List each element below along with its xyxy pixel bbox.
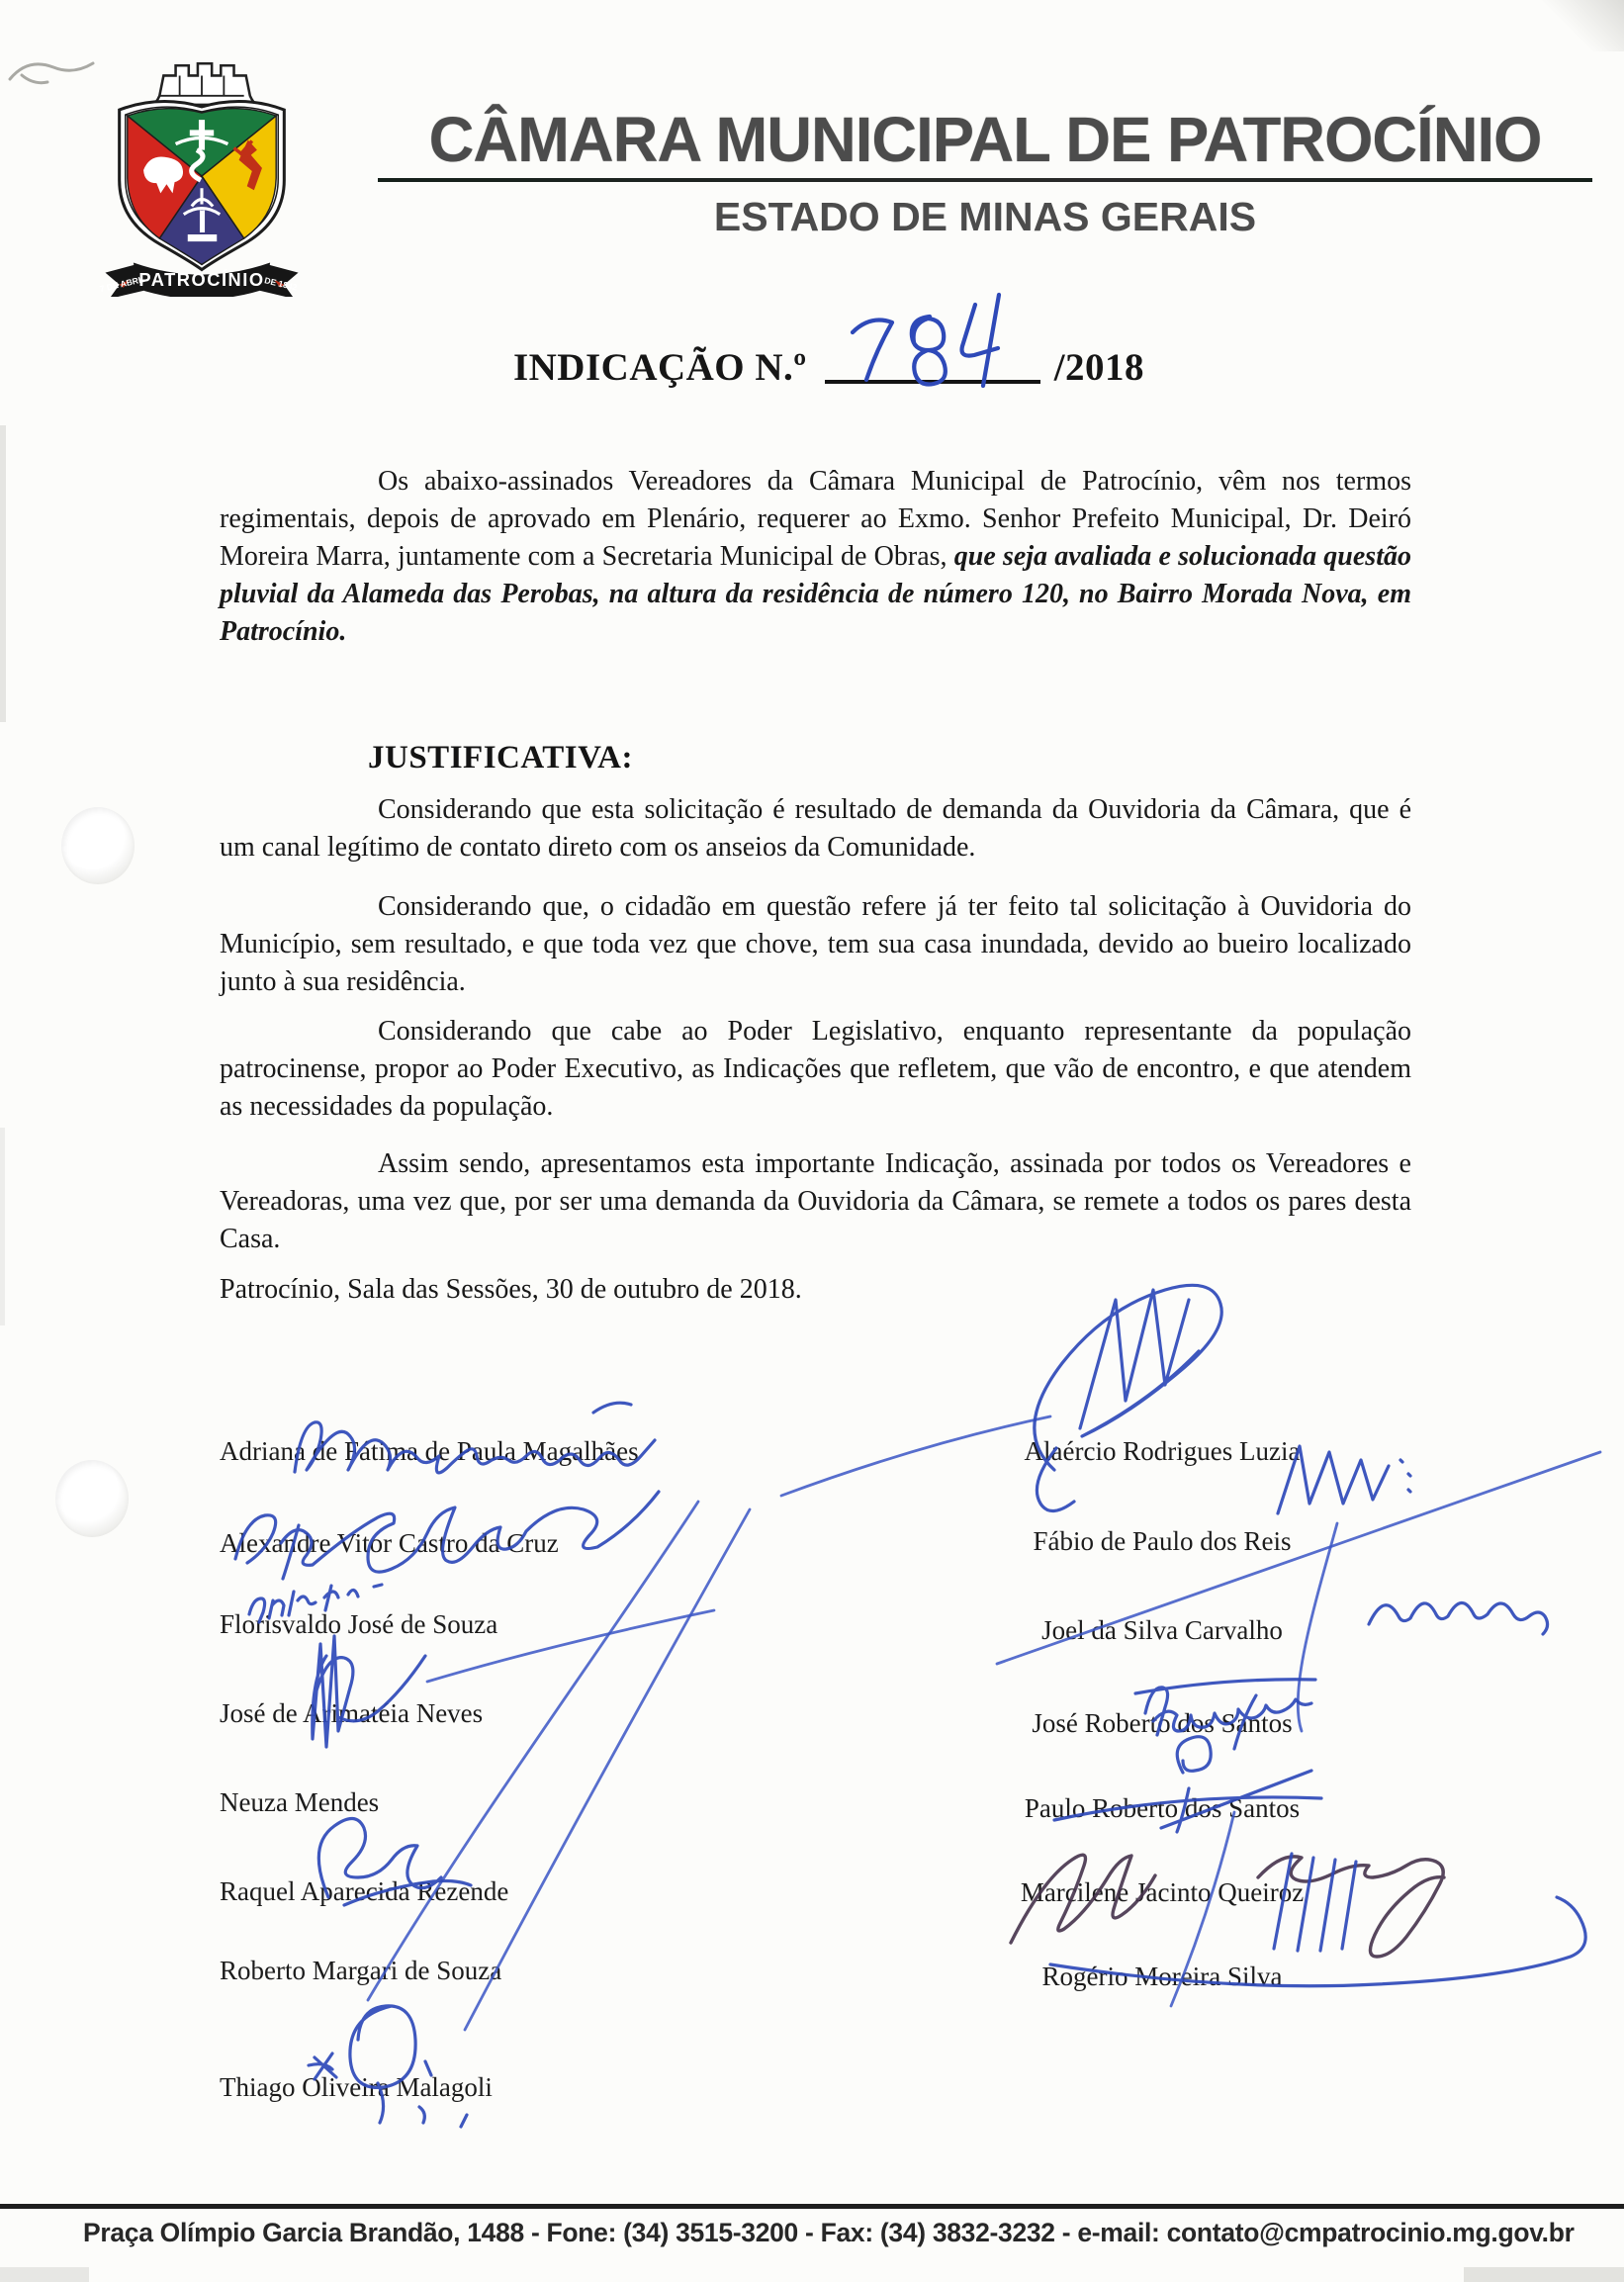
scan-edge-smudge: [1539, 0, 1624, 51]
scan-edge-smudge: [0, 1128, 5, 1325]
justification-paragraph: Considerando que esta solicitação é resultado de demanda da Ouvidoria da Câmara, que é um canal legítimo de contato direto com os anseios da Comunidade.: [220, 794, 1411, 863]
signer-name: Alaércio Rodrigues Luzia: [1024, 1436, 1301, 1466]
signer-name: José de Arimatéia Neves: [220, 1698, 484, 1728]
signature-joel: [1369, 1602, 1548, 1634]
doc-title-line: [0, 334, 1624, 390]
justification-heading: JUSTIFICATIVA:: [368, 740, 634, 776]
banner-right-text: DE 1842: [263, 275, 299, 293]
org-name: CÂMARA MUNICIPAL DE PATROCÍNIO: [428, 104, 1542, 175]
signer-name: Adriana de Fátima de Paula Magalhães: [220, 1436, 639, 1466]
signer-name: Roberto Margari de Souza: [220, 1956, 502, 1985]
punch-hole: [61, 807, 135, 884]
signer-name: Paulo Roberto dos Santos: [1024, 1793, 1301, 1823]
letterhead-rule: [378, 178, 1592, 182]
justification-paragraph: Considerando que cabe ao Poder Legislativo, enquanto representante da população patrocinense, propor ao Poder Executivo, as Indicações que refletem, que vão de encontro, e que atendem as necessidades da população.: [220, 1016, 1411, 1122]
state-name: ESTADO DE MINAS GERAIS: [713, 194, 1257, 239]
signer-name: Thiago Oliveira Malagoli: [220, 2072, 493, 2102]
signer-name: José Roberto dos Santos: [1032, 1708, 1293, 1738]
signer-name: Alexandre Vitor Castro da Cruz: [220, 1528, 559, 1558]
signer-name: Joel da Silva Carvalho: [1041, 1615, 1283, 1645]
punch-hole: [55, 1460, 129, 1537]
letterhead: [378, 104, 1592, 240]
signer-name: Marcilene Jacinto Queiroz: [1020, 1877, 1305, 1907]
doc-year: /2018: [1053, 346, 1145, 389]
signature-alexandre-stroke: [368, 1502, 698, 2000]
signature-thiago: [419, 2107, 467, 2127]
justification-paragraph: Considerando que, o cidadão em questão refere já ter feito tal solicitação à Ouvidoria do Município, sem resultado, e que toda vez que chove, tem sua casa inundada, devido ao bueiro localizado junto à sua residência.: [220, 891, 1411, 997]
justification-paragraph: Assim sendo, apresentamos esta importante Indicação, assinada por todos os Vereadores e Vereadoras, uma vez que, por ser uma demanda da Ouvidoria da Câmara, se remete a todos os pares desta Casa.: [220, 1148, 1411, 1254]
footer-rule: [0, 2204, 1624, 2209]
dateline: Patrocínio, Sala das Sessões, 30 de outubro de 2018.: [220, 1274, 802, 1305]
signer-name: Fábio de Paulo dos Reis: [1033, 1526, 1292, 1556]
scan-edge-smudge: [1464, 2267, 1624, 2282]
signature-alexandre-stroke: [465, 1509, 750, 2030]
banner-title: PATROCÍNIO: [138, 268, 265, 290]
signature-arimateia: [313, 1636, 425, 1747]
opening-paragraph: [220, 463, 1411, 651]
doc-number-underline: [825, 334, 1040, 384]
opening-request: que seja avaliada e solucionada questão pluvial da Alameda das Perobas, na altura da residência de número 120, no Bairro Morada Nova, em Patrocínio.: [220, 541, 1411, 647]
doc-title-label: INDICAÇÃO N.º: [512, 346, 807, 389]
signer-name: Raquel Aparecida Rezende: [220, 1876, 509, 1906]
handwritten-number: [839, 291, 1027, 400]
scan-edge-smudge: [0, 2267, 89, 2282]
signature-roberto: [350, 2006, 415, 2123]
footer-text: Praça Olímpio Garcia Brandão, 1488 - Fone: (34) 3515-3200 - Fax: (34) 3832-3232 - e-mail: contato@cmpatrocinio.mg.gov.br: [83, 2218, 1575, 2247]
scan-edge-smudge: [0, 425, 6, 722]
signer-name: Neuza Mendes: [220, 1787, 380, 1817]
coat-of-arms: [95, 47, 309, 297]
opening-normal: Os abaixo-assinados Vereadores da Câmara Municipal de Patrocínio, vêm nos termos regimentais, depois de aprovado em Plenário, requerer ao Exmo. Senhor Prefeito Municipal, Dr. Deiró Moreira Marra, juntamente com a Secretaria Municipal de Obras,: [220, 466, 1411, 572]
signer-name: Florisvaldo José de Souza: [220, 1609, 498, 1639]
signer-name: Rogério Moreira Silva: [1041, 1962, 1283, 1991]
banner-left-text: 7 DE ABRIL: [98, 273, 147, 295]
signature-alaercio: [1035, 1285, 1221, 1510]
shield: [120, 102, 285, 270]
crown-icon: [152, 63, 257, 105]
